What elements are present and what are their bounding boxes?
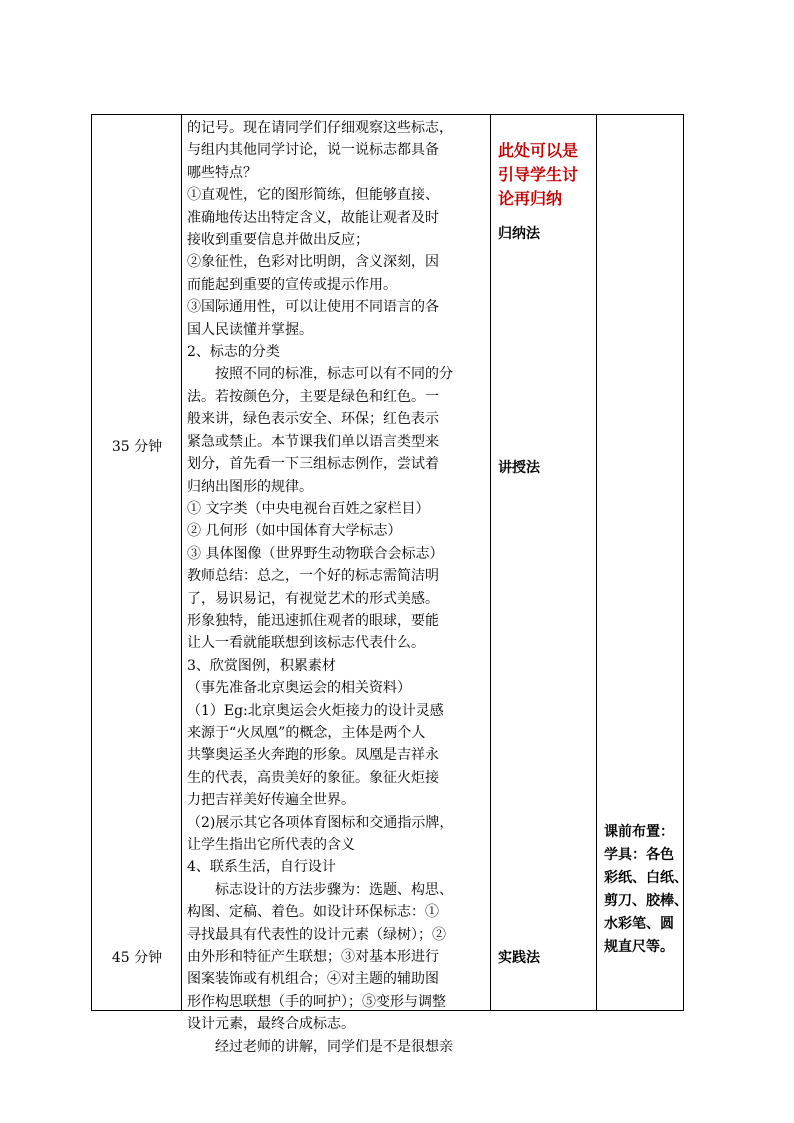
- hint-line: 此处可以是: [498, 141, 579, 160]
- content-line: 形作构思联想（手的呵护）；⑤变形与调整: [187, 993, 446, 1010]
- content-line: 教师总结：总之，一个好的标志需简洁明: [187, 568, 439, 585]
- content-line: 般来讲，绿色表示安全、环保；红色表示: [187, 411, 439, 428]
- content-line: 哪些特点？: [187, 164, 257, 181]
- content-line: ① 文字类（中央电视台百姓之家栏目）: [187, 500, 430, 517]
- preparation-note: [604, 821, 688, 959]
- content-line: 了，易识易记，有视觉艺术的形式美感。: [187, 590, 439, 607]
- content-line: 设计元素，最终合成标志。: [187, 1016, 355, 1033]
- note-line: 水彩笔、圆: [604, 916, 674, 932]
- content-line: 寻找最具有代表性的设计元素（绿树）；②: [187, 926, 446, 943]
- content-line: 形象独特，能迅速抓住观者的眼球，要能: [187, 612, 439, 629]
- method-lecture: 讲授法: [498, 460, 540, 476]
- content-line: 的记号。现在请同学们仔细观察这些标志，: [187, 120, 453, 136]
- content-line: 经过老师的讲解，同学们是不是很想亲: [215, 1038, 453, 1055]
- content-line: （1）Eg:北京奥运会火炬接力的设计灵感: [187, 702, 444, 719]
- content-line: 接收到重要信息并做出反应；: [187, 232, 369, 249]
- content-line: （事先准备北京奥运会的相关资料）: [187, 680, 411, 697]
- content-line: 归纳出图形的规律。: [187, 478, 313, 495]
- lesson-table: [91, 114, 688, 1055]
- time-label-35: 35 分钟: [111, 439, 163, 455]
- content-line: 划分，首先看一下三组标志例作，尝试着: [187, 456, 439, 473]
- method-induction: 归纳法: [498, 226, 540, 242]
- content-line: 生的代表，高贵美好的象征。象征火炬接: [187, 769, 439, 786]
- content-line: 让人一看就能联想到该标志代表什么。: [187, 635, 425, 652]
- content-line: 与组内其他同学讨论，说一说标志都具备: [187, 142, 439, 159]
- content-line: 力把吉祥美好传遍全世界。: [187, 792, 355, 809]
- content-line: 准确地传达出特定含义，故能让观者及时: [187, 209, 439, 226]
- content-line: 3、欣赏图例，积累素材: [187, 657, 336, 674]
- content-line: 共擎奥运圣火奔跑的形象。凤凰是吉祥永: [187, 747, 439, 764]
- content-line: 而能起到重要的宣传或提示作用。: [187, 276, 397, 293]
- column-divider: [596, 115, 597, 1010]
- content-line: 来源于“火凤凰”的概念，主体是两个人: [187, 724, 426, 741]
- content-line: 法。若按颜色分，主要是绿色和红色。一: [187, 388, 439, 405]
- lesson-content: [187, 117, 483, 1058]
- content-line: 标志设计的方法步骤为：选题、构思、: [215, 881, 453, 898]
- content-line: ①直观性，它的图形简练，但能够直接、: [187, 187, 439, 204]
- column-divider: [490, 115, 491, 1010]
- content-line: 2、标志的分类: [187, 344, 280, 361]
- content-line: 构图、定稿、着色。如设计环保标志：①: [187, 904, 439, 921]
- time-label-45: 45 分钟: [111, 950, 163, 966]
- content-line: 4、联系生活，自行设计: [187, 859, 336, 876]
- content-line: 由外形和特征产生联想；③对基本形进行: [187, 949, 439, 966]
- column-divider: [181, 115, 182, 1010]
- content-line: ② 几何形（如中国体育大学标志）: [187, 523, 402, 540]
- note-line: 规直尺等。: [604, 939, 674, 955]
- teacher-hint: [498, 139, 598, 211]
- note-line: 学具：各色: [604, 847, 674, 863]
- content-line: 紧急或禁止。本节课我们单以语言类型来: [187, 433, 439, 450]
- note-line: 课前布置：: [604, 824, 674, 840]
- content-line: （2)展示其它各项体育图标和交通指示牌，: [187, 814, 454, 831]
- content-line: 国人民读懂并掌握。: [187, 321, 313, 338]
- note-line: 彩纸、白纸、: [604, 870, 688, 886]
- content-line: 让学生指出它所代表的含义: [187, 837, 355, 853]
- note-line: 剪刀、胶棒、: [604, 893, 688, 909]
- hint-line: 引导学生讨: [498, 165, 579, 184]
- content-line: 按照不同的标准，标志可以有不同的分: [215, 366, 453, 383]
- content-line: ③ 具体图像（世界野生动物联合会标志）: [187, 545, 444, 562]
- content-line: ③国际通用性，可以让使用不同语言的各: [187, 299, 439, 316]
- hint-line: 论再归纳: [498, 189, 563, 208]
- content-line: ②象征性，色彩对比明朗，含义深刻，因: [187, 254, 439, 271]
- content-line: 图案装饰或有机组合；④对主题的辅助图: [187, 971, 439, 988]
- method-practice: 实践法: [498, 950, 540, 966]
